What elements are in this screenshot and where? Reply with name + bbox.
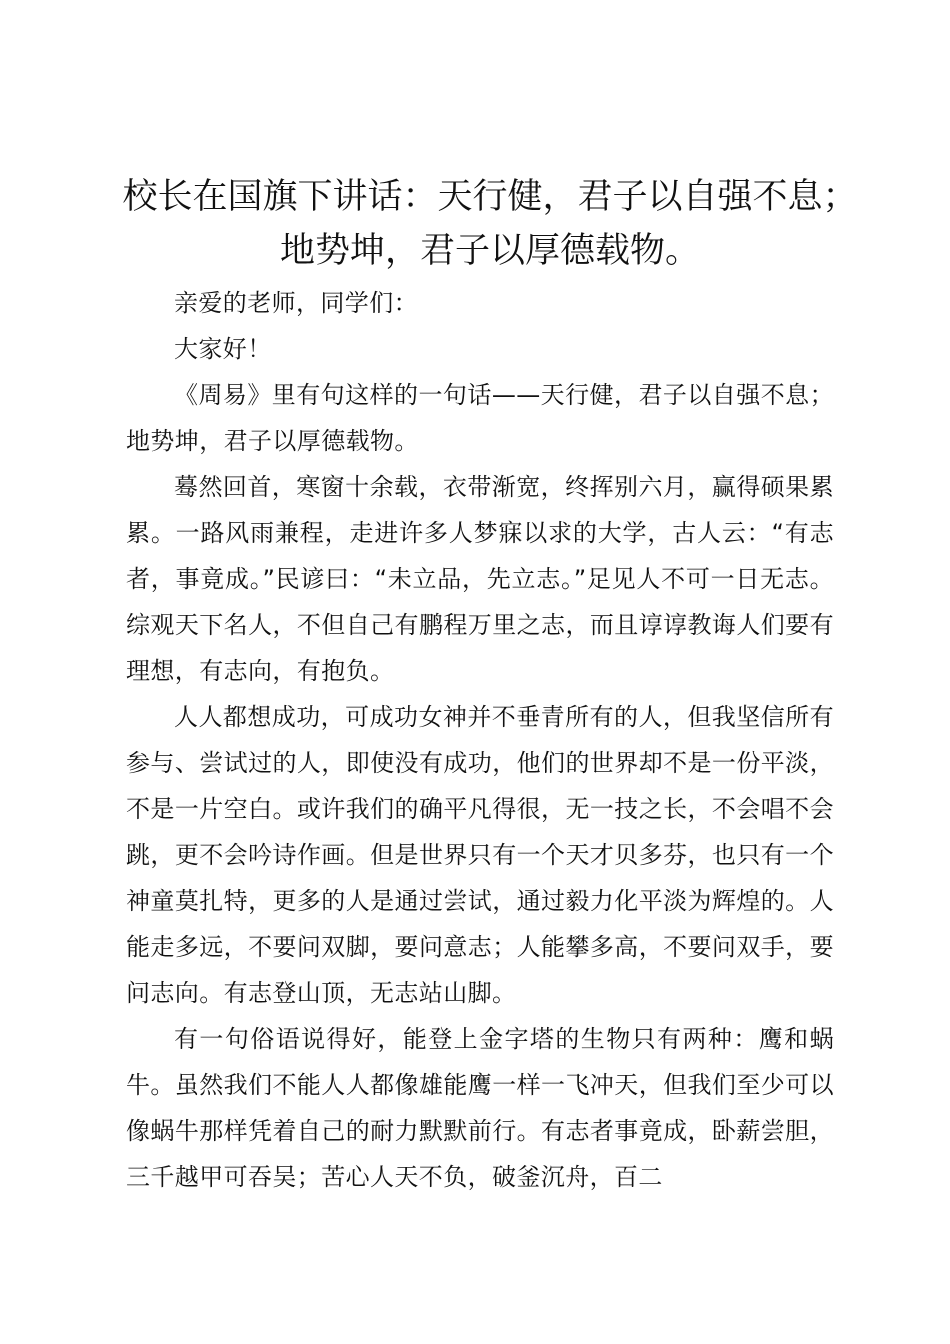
- greeting: 大家好！: [174, 335, 272, 363]
- salutation: 亲爱的老师，同学们：: [174, 289, 418, 317]
- paragraph-3: 人人都想成功，可成功女神并不垂青所有的人，但我坚信所有参与、尝试过的人，即使没有成功，他们的世界却不是一份平淡，不是一片空白。或许我们的确平凡得很，无一技之长，不会唱不会跳，更不会吟诗作画。但是世界只有一个天才贝多芬，也只有一个神童莫扎特，更多的人是通过尝试，通过毅力化平淡为辉煌的。人能走多远，不要问双脚，要问意志；人能攀多高，不要问双手，要问志向。有志登山顶，无志站山脚。: [126, 703, 834, 1007]
- document-page: [122, 170, 858, 1200]
- title-line-2: 地势坤，君子以厚德载物。: [279, 231, 700, 271]
- title-line-1: 校长在国旗下讲话：天行健，君子以自强不息；: [122, 177, 858, 217]
- paragraph-2: 蓦然回首，寒窗十余载，衣带渐宽，终挥别六月，赢得硕果累累。一路风雨兼程，走进许多人梦寐以求的大学，古人云：“有志者，事竟成。”民谚曰：“未立品，先立志。”足见人不可一日无志。综观天下名人，不但自己有鹏程万里之志，而且谆谆教诲人们要有理想，有志向，有抱负。: [126, 473, 834, 685]
- paragraph-1: 《周易》里有句这样的一句话——天行健，君子以自强不息；地势坤，君子以厚德载物。: [126, 381, 834, 455]
- document-title: [122, 170, 858, 278]
- paragraph-4: 有一句俗语说得好，能登上金字塔的生物只有两种：鹰和蜗牛。虽然我们不能人人都像雄能鹰一样一飞冲天，但我们至少可以像蜗牛那样凭着自己的耐力默默前行。有志者事竟成，卧薪尝胆，三千越甲可吞吴；苦心人天不负，破釜沉舟，百二: [126, 1025, 834, 1191]
